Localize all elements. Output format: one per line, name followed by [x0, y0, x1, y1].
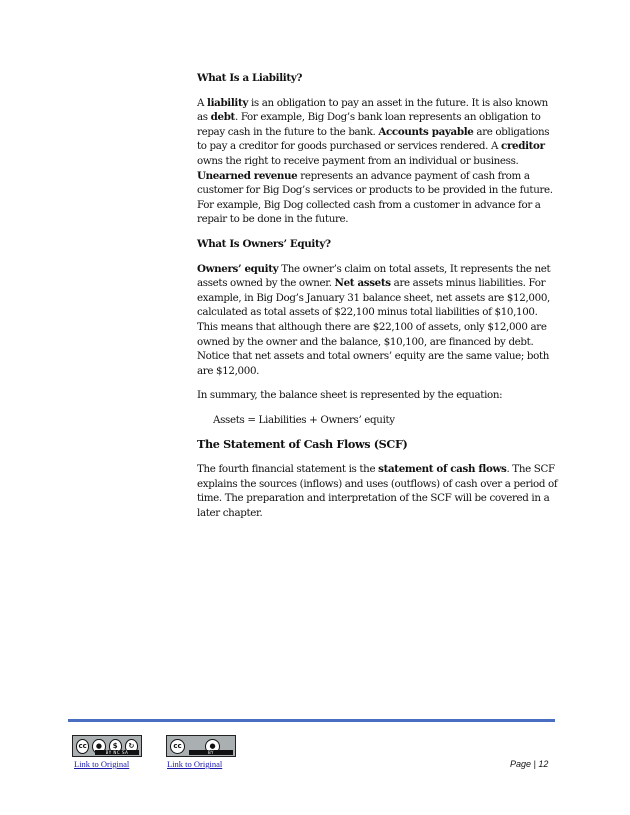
cc-by-badge: [166, 735, 236, 757]
balance-sheet-equation: Assets = Liabilities + Owners’ equity: [213, 413, 395, 426]
text-run: are obligations to pay a creditor for goods purchased or services rendered. A: [197, 125, 550, 153]
text-run: A: [197, 96, 208, 109]
paragraph-owners-equity: [197, 262, 561, 379]
paragraph-scf: [197, 462, 561, 520]
badge-strip: BY: [189, 750, 233, 755]
cc-icon: cc: [170, 739, 185, 754]
term-accounts-payable: Accounts payable: [378, 125, 474, 138]
document-body: [197, 71, 561, 530]
sa-share-alike-icon: ↻: [125, 739, 138, 754]
link-to-original-2[interactable]: Link to Original: [167, 759, 223, 769]
link-to-original-1[interactable]: Link to Original: [74, 759, 130, 769]
term-debt: debt: [210, 111, 235, 124]
term-liability: liability: [207, 96, 249, 109]
by-person-icon: ●: [205, 739, 220, 754]
heading-owners-equity: What Is Owners’ Equity?: [197, 237, 331, 250]
term-unearned-revenue: Unearned revenue: [197, 169, 298, 182]
text-run: represents an advance payment of cash from a customer for Big Dog’s services or products to be provided in the future. For example, Big Dog collected cash from a customer in advance for a repair to be done in the future.: [197, 169, 553, 226]
term-owners-equity: Owners’ equity: [197, 262, 279, 275]
heading-statement-of-cash-flows: The Statement of Cash Flows (SCF): [197, 437, 408, 452]
page-number: Page | 12: [510, 759, 549, 769]
term-statement-of-cash-flows: statement of cash flows: [378, 463, 507, 476]
text-run: is an obligation to pay an asset in the future. It is also known as: [197, 96, 548, 124]
text-run: The fourth financial statement is the: [197, 463, 379, 476]
text-run: . For example, Big Dog’s bank loan represents an obligation to repay cash in the future to the bank.: [197, 111, 541, 138]
text-run: are assets minus liabilities. For example, in Big Dog’s January 31 balance sheet, net assets are $12,000, calculated as total assets of $22,100 minus total liabilities of $10,100. This means that although there are $22,100 of assets, only $12,000 are owned by the owner and the balance, $10,100, are financed by debt. Notice that net assets and total owners’ equity are the same value; both are $12,000.: [197, 277, 550, 377]
nc-dollar-icon: $: [109, 739, 122, 754]
paragraph-summary: In summary, the balance sheet is represented by the equation:: [197, 389, 503, 402]
text-run: The owner’s claim on total assets, It represents the net assets owned by the owner.: [197, 262, 551, 290]
term-creditor: creditor: [501, 140, 545, 153]
footer-rule: [68, 719, 555, 722]
badge-strip: BY NC SA: [95, 750, 139, 755]
cc-icon: cc: [76, 739, 89, 754]
heading-liability: What Is a Liability?: [197, 72, 303, 84]
cc-by-nc-sa-badge: [72, 735, 142, 757]
text-run: . The SCF explains the sources (inflows) and uses (outflows) of cash over a period of time. The preparation and interpretation of the SCF will be covered in a later chapter.: [197, 463, 558, 519]
paragraph-liability: [197, 96, 561, 227]
text-run: owns the right to receive payment from an individual or business.: [197, 154, 519, 167]
term-net-assets: Net assets: [334, 277, 391, 290]
by-person-icon: ●: [92, 739, 105, 754]
